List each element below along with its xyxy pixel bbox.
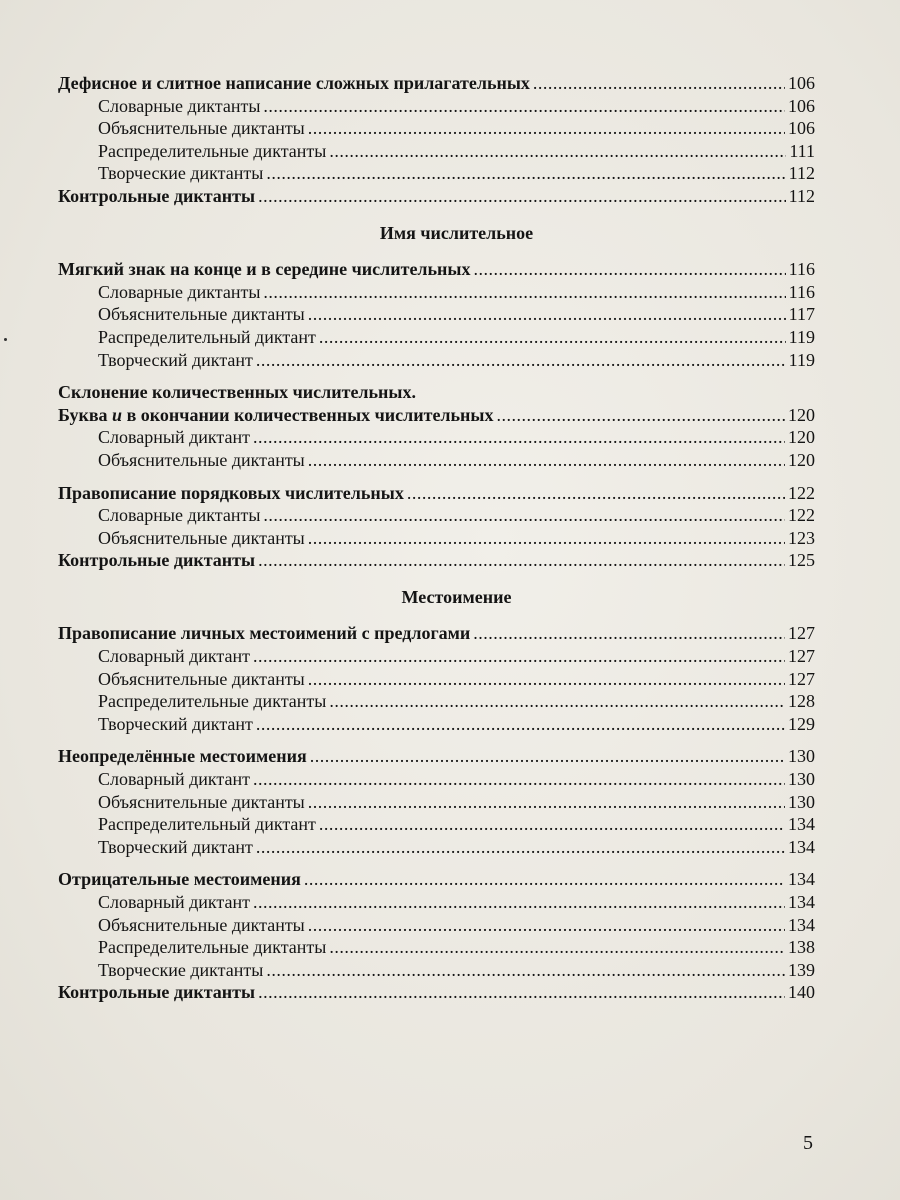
- toc-subentry: [58, 303, 815, 326]
- toc-subentry-page: 112: [788, 163, 815, 184]
- dot-leader: [258, 981, 785, 1004]
- dot-leader: [263, 95, 785, 118]
- toc-subentry-title: Объяснительные диктанты: [98, 668, 305, 689]
- toc-entry: [58, 72, 815, 95]
- toc-subentry-page: 134: [788, 914, 815, 935]
- dot-leader: [329, 690, 785, 713]
- toc-subentry-page: 106: [788, 118, 815, 139]
- toc-entry-title: Контрольные диктанты: [58, 982, 256, 1003]
- toc-subentry-page: 128: [788, 691, 815, 712]
- toc-subentry-title: Объяснительные диктанты: [98, 304, 305, 325]
- toc-subentry-title: Объяснительные диктанты: [98, 914, 305, 935]
- dot-leader: [256, 349, 786, 372]
- dot-leader: [533, 72, 785, 95]
- toc-entry-title: Дефисное и слитное написание сложных прилагательных: [58, 73, 530, 93]
- toc-subentry-page: 122: [788, 505, 815, 526]
- toc-subentry-page: 139: [788, 959, 815, 980]
- toc-entry-page: 134: [788, 869, 815, 890]
- toc-subentry-page: 111: [789, 140, 815, 161]
- toc-subentry-title: Распределительные диктанты: [98, 937, 327, 958]
- toc-subentry-title: Творческие диктанты: [98, 163, 264, 184]
- toc-subentry-page: 123: [788, 527, 815, 548]
- toc-entry-title: Правописание личных местоимений с предлогами: [58, 623, 471, 644]
- dot-leader: [407, 482, 785, 505]
- dot-leader: [256, 713, 785, 736]
- dot-leader: [329, 140, 786, 163]
- toc-entry-page: 120: [788, 404, 815, 425]
- toc-entry-title: Мягкий знак на конце и в середине числительных: [58, 259, 471, 280]
- toc-subentry-page: 117: [788, 304, 815, 325]
- toc-subentry: [58, 449, 815, 472]
- toc-subentry: [58, 914, 815, 937]
- dot-leader: [263, 281, 785, 304]
- toc-subentry: [58, 836, 815, 859]
- toc-subentry: [58, 349, 815, 372]
- toc-entry-page: 140: [788, 982, 815, 1003]
- toc-subentry-title: Творческий диктант: [98, 713, 253, 734]
- toc-subentry-page: 120: [788, 449, 815, 470]
- toc-subentry-title: Объяснительные диктанты: [98, 791, 305, 812]
- toc-subentry-page: 130: [788, 791, 815, 812]
- toc-subentry: [58, 891, 815, 914]
- title-part: в окончании количественных числительных: [122, 404, 494, 425]
- toc-subentry-page: 129: [788, 713, 815, 734]
- toc-subentry-title: Объяснительные диктанты: [98, 118, 305, 139]
- dot-leader: [308, 791, 785, 814]
- toc-subentry-title: Словарный диктант: [98, 646, 250, 667]
- toc-subentry-page: 127: [788, 668, 815, 689]
- toc-subentry: [58, 768, 815, 791]
- toc-subentry: [58, 527, 815, 550]
- page-number: 5: [803, 1132, 813, 1154]
- dot-leader: [496, 404, 785, 427]
- toc-subentry-page: 134: [788, 836, 815, 857]
- toc-subentry-page: 116: [788, 281, 815, 302]
- toc-entry-page: 130: [788, 746, 815, 767]
- dot-leader: [253, 645, 785, 668]
- toc-subentry-title: Объяснительные диктанты: [98, 449, 305, 470]
- toc-subentry: [58, 791, 815, 814]
- dot-leader: [319, 813, 785, 836]
- dot-leader: [253, 768, 785, 791]
- dot-leader: [258, 549, 785, 572]
- toc-subentry-title: Творческие диктанты: [98, 959, 264, 980]
- toc-subentry-title: Словарный диктант: [98, 769, 250, 790]
- toc-subentry-page: 120: [788, 427, 815, 448]
- toc-entry-page: 106: [788, 73, 815, 93]
- toc-subentry: [58, 668, 815, 691]
- toc-entry: [58, 549, 815, 572]
- toc-subentry-page: 119: [788, 349, 815, 370]
- dot-leader: [263, 504, 785, 527]
- toc-subentry: [58, 813, 815, 836]
- toc-entry: [58, 482, 815, 505]
- dot-leader: [308, 914, 785, 937]
- toc-entry-title: Отрицательные местоимения: [58, 869, 301, 890]
- toc-subentry-page: 134: [788, 892, 815, 912]
- toc-entry-title: Неопределённые местоимения: [58, 746, 307, 767]
- toc-subentry-page: 127: [788, 646, 815, 667]
- toc-entry-title: [58, 404, 493, 427]
- dot-leader: [253, 426, 785, 449]
- dot-leader: [329, 936, 785, 959]
- toc-subentry: [58, 326, 815, 349]
- toc-subentry: [58, 713, 815, 736]
- toc-subentry-title: Словарный диктант: [98, 427, 250, 448]
- dot-leader: [308, 449, 785, 472]
- table-of-contents: [58, 72, 815, 1004]
- toc-entry: [58, 404, 815, 427]
- dot-leader: [308, 668, 785, 691]
- toc-subentry-title: Распределительные диктанты: [98, 140, 327, 161]
- dot-leader: [308, 303, 786, 326]
- dot-leader: [308, 527, 785, 550]
- dot-leader: [258, 185, 786, 208]
- toc-subentry: [58, 645, 815, 668]
- title-part: Буква: [58, 404, 113, 425]
- dot-leader: [310, 745, 785, 768]
- toc-entry-title: Правописание порядковых числительных: [58, 482, 404, 503]
- toc-entry-title: Контрольные диктанты: [58, 550, 256, 571]
- dot-leader: [473, 258, 785, 281]
- toc-subentry-title: Словарные диктанты: [98, 505, 261, 526]
- speck-mark: [4, 338, 7, 341]
- dot-leader: [304, 868, 785, 891]
- toc-entry: [58, 622, 815, 645]
- toc-subentry-title: Распределительный диктант: [98, 326, 316, 347]
- dot-leader: [319, 326, 786, 349]
- toc-subentry-title: Словарные диктанты: [98, 281, 261, 302]
- toc-subentry-title: Распределительный диктант: [98, 814, 316, 835]
- dot-leader: [253, 891, 785, 914]
- toc-entry-page: 122: [788, 482, 815, 503]
- dot-leader: [256, 836, 785, 859]
- toc-entry-title-line: Склонение количественных числительных.: [58, 382, 416, 403]
- toc-subentry-title: Словарные диктанты: [98, 95, 261, 116]
- toc-subentry-title: Объяснительные диктанты: [98, 527, 305, 548]
- toc-entry-page: 112: [788, 185, 815, 206]
- toc-entry: [58, 185, 815, 208]
- toc-entry: [58, 745, 815, 768]
- toc-entry: [58, 868, 815, 891]
- toc-subentry: [58, 140, 815, 163]
- toc-subentry-page: 106: [788, 95, 815, 116]
- title-italic-letter: и: [112, 404, 123, 425]
- toc-entry-page: 125: [788, 550, 815, 571]
- toc-subentry: [58, 426, 815, 449]
- toc-subentry-page: 130: [788, 769, 815, 790]
- toc-subentry-title: Распределительные диктанты: [98, 691, 327, 712]
- toc-subentry-page: 134: [788, 814, 815, 835]
- toc-entry-title: Контрольные диктанты: [58, 185, 256, 206]
- toc-subentry: [58, 504, 815, 527]
- dot-leader: [308, 117, 785, 140]
- toc-entry-page: 127: [788, 623, 815, 644]
- toc-subentry: [58, 690, 815, 713]
- part-heading: Имя числительное: [379, 222, 534, 243]
- toc-subentry-title: Творческий диктант: [98, 836, 253, 857]
- toc-subentry-title: Словарный диктант: [98, 892, 250, 912]
- part-heading: Местоимение: [401, 586, 512, 607]
- toc-entry: [58, 258, 815, 281]
- dot-leader: [266, 959, 785, 982]
- toc-subentry: [58, 162, 815, 185]
- dot-leader: [473, 622, 785, 645]
- toc-entry: [58, 981, 815, 1004]
- dot-leader: [266, 162, 785, 185]
- toc-subentry-title: Творческий диктант: [98, 349, 253, 370]
- toc-subentry-page: 138: [788, 937, 815, 958]
- toc-entry-page: 116: [788, 259, 815, 280]
- toc-subentry: [58, 95, 815, 118]
- toc-subentry: [58, 936, 815, 959]
- toc-subentry: [58, 959, 815, 982]
- toc-subentry-page: 119: [788, 326, 815, 347]
- toc-subentry: [58, 117, 815, 140]
- toc-subentry: [58, 281, 815, 304]
